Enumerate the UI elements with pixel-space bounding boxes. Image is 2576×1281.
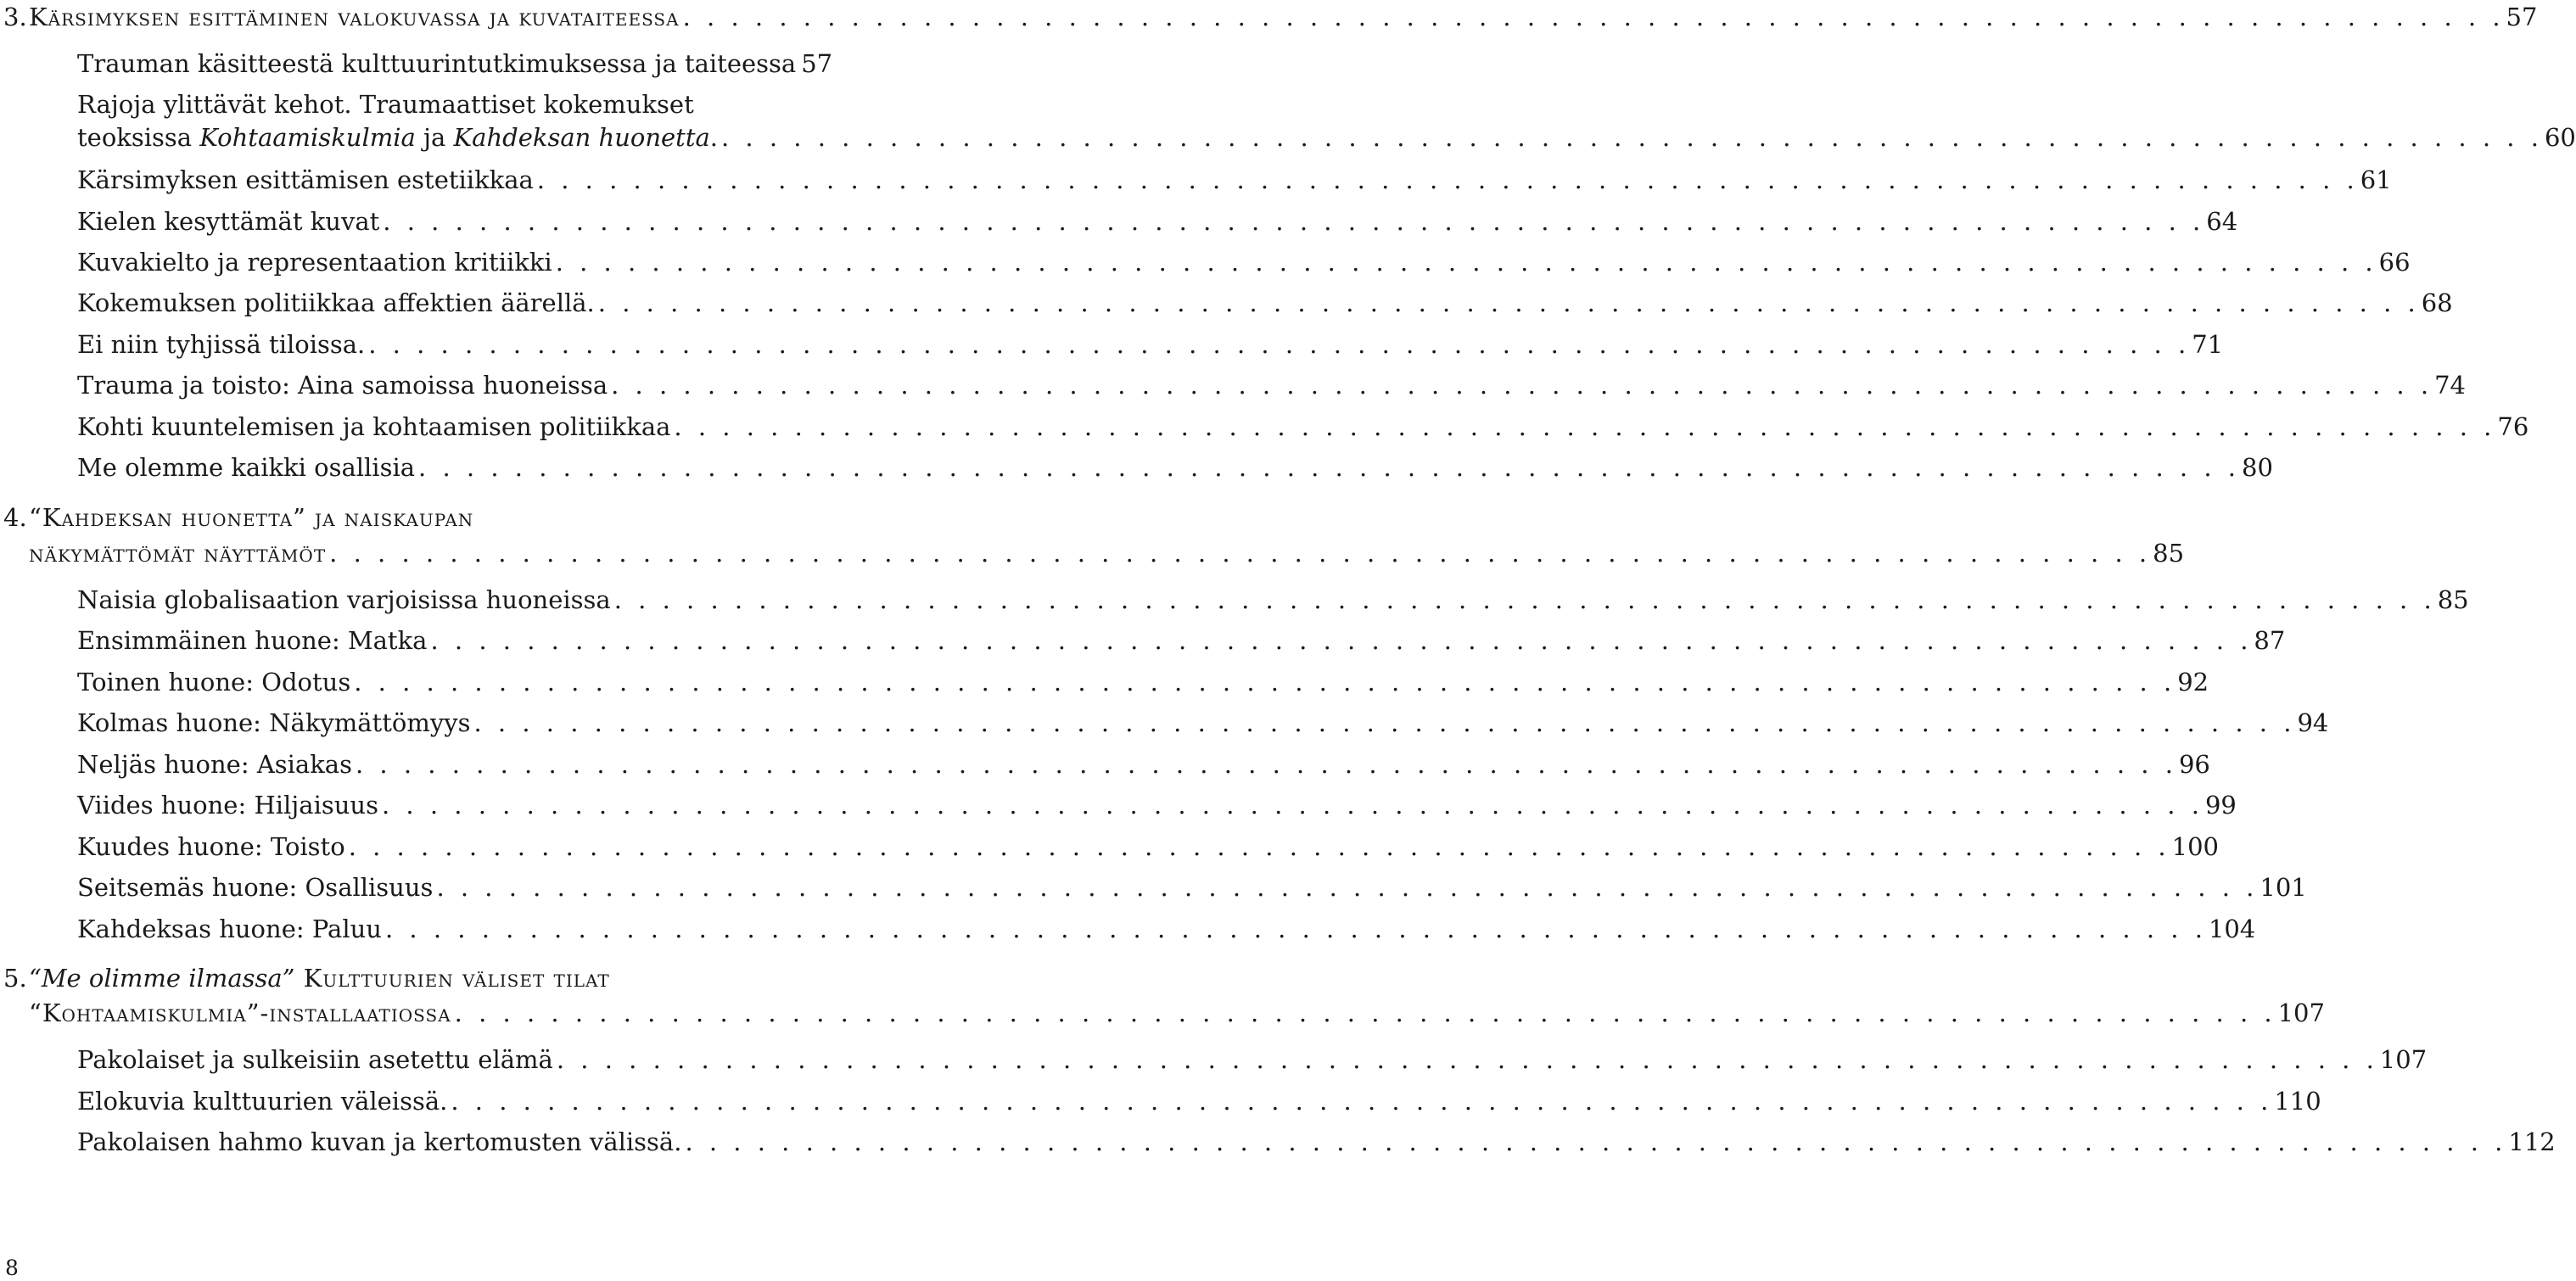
page-ref: 100 <box>2171 832 2220 861</box>
page-ref: 99 <box>2204 791 2237 820</box>
chapter-number: 3. <box>3 3 27 31</box>
section-title: Elokuvia kulttuurien väleissä. <box>77 1087 448 1116</box>
page-ref: 76 <box>2497 412 2529 441</box>
page-ref: 85 <box>2437 585 2469 614</box>
section-title: Kuvakielto ja representaation kritiikki <box>77 248 552 277</box>
dot-leader: . . . . . . . . . . . . . . . . . . . . . . . . . . . . . . . . . . . . . . . . . . . . . . . . . . . . . . . . . . . . . . . . . . . . . . . . . . . . <box>597 288 2420 317</box>
section-title: Ensimmäinen huone: Matka <box>77 626 428 655</box>
toc-section[interactable] <box>77 1084 2321 1118</box>
page-ref: 80 <box>2242 453 2273 482</box>
section-title: Toinen huone: Odotus <box>77 668 351 696</box>
toc-section[interactable] <box>77 912 2256 946</box>
toc-section[interactable] <box>77 204 2238 238</box>
page-ref: 74 <box>2434 371 2466 400</box>
dot-leader: . . . . . . . . . . . . . . . . . . . . . . . . . . . . . . . . . . . . . . . . . . . . . . . . . . . . . . . . . . . . . . . . . . . . . . . . . . . . <box>329 539 2152 568</box>
toc-section[interactable] <box>77 47 833 81</box>
page-ref: 92 <box>2177 668 2209 696</box>
section-title: Trauma ja toisto: Aina samoissa huoneissa <box>77 371 608 400</box>
dot-leader: . . . . . . . . . . . . . . . . . . . . . . . . . . . . . . . . . . . . . . . . . . . . . . . . . . . . . . . . . . . . . . . . . . . . . . . . . . . . <box>613 585 2436 614</box>
toc-chapter-3[interactable] <box>3 0 2538 34</box>
toc-section[interactable] <box>77 583 2469 617</box>
toc-section[interactable] <box>77 450 2273 484</box>
toc-section[interactable] <box>77 163 2392 197</box>
dot-leader: . . . . . . . . . . . . . . . . . . . . . . . . . . . . . . . . . . . . . . . . . . . . . . . . . . . . . . . . . . . . . . . . . . . . . . . . . . . . <box>430 626 2253 655</box>
section-title: Neljäs huone: Asiakas <box>77 750 352 779</box>
toc-section[interactable] <box>77 747 2210 781</box>
chapter-title-line2: näkymättömät näyttämöt <box>29 539 327 568</box>
chapter-number: 5. <box>3 964 27 993</box>
page-ref: 71 <box>2192 330 2224 359</box>
section-title: Kärsimyksen esittämisen estetiikkaa <box>77 165 534 194</box>
section-title: Kielen kesyttämät kuvat <box>77 207 380 236</box>
toc-section[interactable] <box>77 624 2286 657</box>
toc-section[interactable] <box>77 120 2576 154</box>
toc-chapter-5-line1[interactable] <box>3 961 610 995</box>
chapter-title-line1: “Kahdeksan huonetta” ja naiskaupan <box>29 503 474 532</box>
page-ref: 66 <box>2378 248 2411 277</box>
dot-leader: . . . . . . . . . . . . . . . . . . . . . . . . . . . . . . . . . . . . . . . . . . . . . . . . . . . . . . . . . . . . . . . . . . . . . . . . . . . . <box>451 1087 2273 1116</box>
toc-section[interactable] <box>77 706 2329 740</box>
toc-chapter-4-line1[interactable] <box>3 501 473 534</box>
chapter-title: Kärsimyksen esittäminen valokuvassa ja kuvataiteessa <box>29 3 680 31</box>
dot-leader: . . . . . . . . . . . . . . . . . . . . . . . . . . . . . . . . . . . . . . . . . . . . . . . . . . . . . . . . . . . . . . . . . . . . . . . . . . . . <box>354 668 2176 696</box>
section-title: Viides huone: Hiljaisuus <box>77 791 378 820</box>
section-title: Pakolaisen hahmo kuvan ja kertomusten välissä. <box>77 1127 682 1156</box>
page-ref: 110 <box>2274 1087 2321 1116</box>
dot-leader: . . . . . . . . . . . . . . . . . . . . . . . . . . . . . . . . . . . . . . . . . . . . . . . . . . . . . . . . . . . . . . . . . . . . . . . . . . . . <box>611 371 2433 400</box>
section-title: Naisia globalisaation varjoisissa huoneissa <box>77 585 611 614</box>
page-ref: 101 <box>2260 873 2307 902</box>
toc-section[interactable] <box>77 665 2209 699</box>
page-ref: 85 <box>2153 539 2185 568</box>
chapter-title-line1: Kulttuurien väliset tilat <box>294 964 610 993</box>
chapter-number: 4. <box>3 503 27 532</box>
section-title: Kolmas huone: Näkymättömyys <box>77 708 471 737</box>
page-ref: 94 <box>2297 708 2329 737</box>
toc-section[interactable] <box>77 410 2529 444</box>
dot-leader: . . . . . . . . . . . . . . . . . . . . . . . . . . . . . . . . . . . . . . . . . . . . . . . . . . . . . . . . . . . . . . . . . . . . . . . . . . . . <box>536 165 2359 194</box>
dot-leader: . . . . . . . . . . . . . . . . . . . . . . . . . . . . . . . . . . . . . . . . . . . . . . . . . . . . . . . . . . . . . . . . . . . . . . . . . . . . <box>556 1045 2378 1074</box>
section-title: Pakolaiset ja sulkeisiin asetettu elämä <box>77 1045 553 1074</box>
page-ref: 61 <box>2360 165 2392 194</box>
dot-leader: . . . . . . . . . . . . . . . . . . . . . . . . . . . . . . . . . . . . . . . . . . . . . . . . . . . . . . . . . . . . . . . . . . . . . . . . . . . . <box>473 708 2296 737</box>
dot-leader: . . . . . . . . . . . . . . . . . . . . . . . . . . . . . . . . . . . . . . . . . . . . . . . . . . . . . . . . . . . . . . . . . . . . . . . . . . . . <box>368 330 2191 359</box>
page-ref: 60 <box>2544 123 2576 152</box>
toc-chapter-5[interactable] <box>29 996 2325 1030</box>
page-ref: 68 <box>2421 288 2453 317</box>
toc-section[interactable] <box>77 1125 2556 1159</box>
dot-leader: . . . . . . . . . . . . . . . . . . . . . . . . . . . . . . . . . . . . . . . . . . . . . . . . . . . . . . . . . . . . . . . . . . . . . . . . . . . . <box>348 832 2170 861</box>
toc-section[interactable] <box>77 245 2411 279</box>
dot-leader: . . . . . . . . . . . . . . . . . . . . . . . . . . . . . . . . . . . . . . . . . . . . . . . . . . . . . . . . . . . . . . . . . . . . . . . . . . . . <box>384 915 2207 943</box>
page-ref: 104 <box>2208 915 2256 943</box>
page-ref: 107 <box>2277 999 2325 1027</box>
dot-leader: . . . . . . . . . . . . . . . . . . . . . . . . . . . . . . . . . . . . . . . . . . . . . . . . . . . . . . . . . . . . . . . . . . . . . . . . . . . . <box>436 873 2259 902</box>
page-ref: 112 <box>2508 1127 2556 1156</box>
dot-leader: . . . . . . . . . . . . . . . . . . . . . . . . . . . . . . . . . . . . . . . . . . . . . . . . . . . . . . . . . . . . . . . . . . . . . . . . . . . . <box>383 207 2205 236</box>
toc-section[interactable] <box>77 1043 2428 1077</box>
toc-section[interactable] <box>77 286 2453 320</box>
page-ref: 57 <box>801 49 833 78</box>
section-title: Seitsemäs huone: Osallisuus <box>77 873 434 902</box>
dot-leader: . . . . . . . . . . . . . . . . . . . . . . . . . . . . . . . . . . . . . . . . . . . . . . . . . . . . . . . . . . . . . . . . . . . . . . . . . . . . <box>682 3 2505 31</box>
page-ref: 64 <box>2206 207 2238 236</box>
section-title: Ei niin tyhjissä tiloissa. <box>77 330 366 359</box>
section-title-line2: teoksissa Kohtaamiskulmia ja Kahdeksan huonetta. <box>77 123 718 152</box>
page-number: 8 <box>5 1256 19 1280</box>
toc-chapter-4[interactable] <box>29 536 2185 570</box>
dot-leader: . . . . . . . . . . . . . . . . . . . . . . . . . . . . . . . . . . . . . . . . . . . . . . . . . . . . . . . . . . . . . . . . . . . . . . . . . . . . <box>555 248 2377 277</box>
toc-section[interactable] <box>77 870 2307 904</box>
dot-leader: . . . . . . . . . . . . . . . . . . . . . . . . . . . . . . . . . . . . . . . . . . . . . . . . . . . . . . . . . . . . . . . . . . . . . . . . . . . . <box>685 1127 2507 1156</box>
toc-section[interactable] <box>77 368 2466 402</box>
section-title: Kahdeksas huone: Paluu <box>77 915 382 943</box>
dot-leader: . . . . . . . . . . . . . . . . . . . . . . . . . . . . . . . . . . . . . . . . . . . . . . . . . . . . . . . . . . . . . . . . . . . . . . . . . . . . <box>674 412 2496 441</box>
toc-section[interactable] <box>77 327 2224 361</box>
dot-leader: . . . . . . . . . . . . . . . . . . . . . . . . . . . . . . . . . . . . . . . . . . . . . . . . . . . . . . . . . . . . . . . . . . . . . . . . . . . . <box>454 999 2276 1027</box>
toc-section-line1[interactable] <box>77 87 694 121</box>
page-ref: 57 <box>2506 3 2538 31</box>
chapter-title-quote: “Me olimme ilmassa” <box>29 964 295 993</box>
page-ref: 96 <box>2178 750 2210 779</box>
page-ref: 87 <box>2254 626 2286 655</box>
section-title: Kohti kuuntelemisen ja kohtaamisen politiikkaa <box>77 412 671 441</box>
section-title: Kokemuksen politiikkaa affektien äärellä. <box>77 288 595 317</box>
toc-section[interactable] <box>77 788 2237 822</box>
dot-leader: . . . . . . . . . . . . . . . . . . . . . . . . . . . . . . . . . . . . . . . . . . . . . . . . . . . . . . . . . . . . . . . . . . . . . . . . . . . . <box>355 750 2177 779</box>
dot-leader: . . . . . . . . . . . . . . . . . . . . . . . . . . . . . . . . . . . . . . . . . . . . . . . . . . . . . . . . . . . . . . . . . . . . . . . . . . . . <box>381 791 2204 820</box>
section-title: Trauman käsitteestä kulttuurintutkimuksessa ja taiteessa <box>77 49 797 78</box>
toc-section[interactable] <box>77 830 2220 864</box>
section-title: Me olemme kaikki osallisia <box>77 453 416 482</box>
dot-leader: . . . . . . . . . . . . . . . . . . . . . . . . . . . . . . . . . . . . . . . . . . . . . . . . . . . . . . . . . . . . . . . . . . . . . . . . . . . . <box>418 453 2240 482</box>
section-title-line1: Rajoja ylittävät kehot. Traumaattiset kokemukset <box>77 90 694 119</box>
page-ref: 107 <box>2379 1045 2428 1074</box>
chapter-title-line2: “Kohtaamiskulmia”-installaatiossa <box>29 999 451 1027</box>
dot-leader: . . . . . . . . . . . . . . . . . . . . . . . . . . . . . . . . . . . . . . . . . . . . . . . . . . . . . . . . . . . . . . . . . . . . . . . . . . . . <box>720 123 2543 152</box>
section-title: Kuudes huone: Toisto <box>77 832 345 861</box>
